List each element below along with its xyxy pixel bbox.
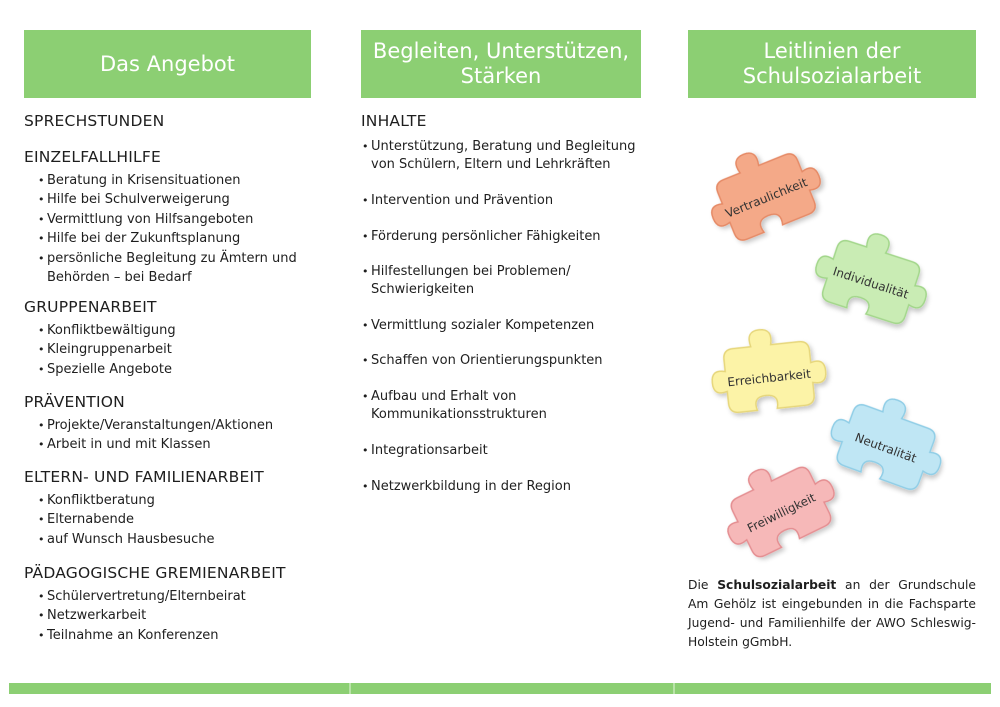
list-item: • Schaffen von Orientierungspunkten <box>361 352 641 370</box>
list-item: • Netzwerkbildung in der Region <box>361 478 641 496</box>
list-item: • Vermittlung sozialer Kompetenzen <box>361 317 641 335</box>
header-begleiten <box>361 30 641 98</box>
inhalte-item-wrap <box>361 352 641 370</box>
header-angebot-title: Das Angebot <box>100 51 235 76</box>
puzzle-piece <box>709 444 847 566</box>
puzzle-graphic <box>688 130 976 580</box>
bottom-bar <box>9 683 991 694</box>
puzzle-shape <box>821 382 955 496</box>
angebot-section <box>24 298 311 379</box>
column-leitlinien <box>688 30 976 649</box>
puzzle-pieces <box>688 130 976 580</box>
section-heading: EINZELFALLHILFE <box>24 148 161 166</box>
angebot-section <box>24 112 311 135</box>
section-heading: PRÄVENTION <box>24 393 125 411</box>
puzzle-label: Individualität <box>831 264 911 302</box>
list-item: • persönliche Begleitung zu Ämtern und Behörden – bei Bedarf <box>24 249 311 288</box>
inhalte-heading: INHALTE <box>361 112 427 130</box>
list-item: • Aufbau und Erhalt von Kommunikationsstrukturen <box>361 388 641 424</box>
inhalte-item-wrap <box>361 228 641 246</box>
list-item: • Vermittlung von Hilfsangeboten <box>24 210 311 229</box>
inhalte-item-wrap <box>361 263 641 299</box>
footer-note <box>688 576 976 652</box>
column-begleiten <box>361 30 641 494</box>
inhalte-item-wrap <box>361 138 641 174</box>
list-item: • Teilnahme an Konferenzen <box>24 626 311 645</box>
list-item: • Hilfestellungen bei Problemen/ Schwierigkeiten <box>361 263 641 299</box>
angebot-section <box>24 564 311 645</box>
puzzle-piece <box>807 219 940 330</box>
section-heading: GRUPPENARBEIT <box>24 298 157 316</box>
list-item: • Konfliktberatung <box>24 491 311 510</box>
puzzle-shape <box>695 131 831 248</box>
section-list <box>24 171 311 287</box>
angebot-section <box>24 393 311 455</box>
inhalte-item-wrap <box>361 192 641 210</box>
list-item: • Projekte/Veranstaltungen/Aktionen <box>24 416 311 435</box>
section-list <box>24 321 311 379</box>
section-heading: PÄDAGOGISCHE GREMIENARBEIT <box>24 564 286 582</box>
list-item: • Schülervertretung/Elternbeirat <box>24 587 311 606</box>
puzzle-label: Vertraulichkeit <box>723 175 810 221</box>
section-list <box>24 491 311 549</box>
list-item: • Kleingruppenarbeit <box>24 340 311 359</box>
list-item: • Beratung in Krisensituationen <box>24 171 311 190</box>
header-angebot <box>24 30 311 98</box>
section-heading: ELTERN- UND FAMILIENARBEIT <box>24 468 264 486</box>
section-heading: SPRECHSTUNDEN <box>24 112 165 130</box>
list-item: • Konfliktbewältigung <box>24 321 311 340</box>
puzzle-shape <box>707 323 829 414</box>
list-item: • Netzwerkarbeit <box>24 606 311 625</box>
list-item: • Elternabende <box>24 510 311 529</box>
section-list <box>24 587 311 645</box>
bottom-bar-divider <box>349 683 351 694</box>
puzzle-shape <box>807 219 940 330</box>
angebot-section <box>24 468 311 549</box>
list-item: • Hilfe bei Schulverweigerung <box>24 190 311 209</box>
header-begleiten-line1: Begleiten, Unterstützen, <box>372 39 630 63</box>
inhalte-item-wrap <box>361 388 641 424</box>
list-item: • Integrationsarbeit <box>361 442 641 460</box>
angebot-section <box>24 148 311 287</box>
header-leitlinien <box>688 30 976 98</box>
inhalte-item-wrap <box>361 317 641 335</box>
header-leitlinien-line2: Schulsozialarbeit <box>742 64 922 88</box>
section-list <box>24 416 311 455</box>
note-prefix: Die <box>688 578 709 592</box>
list-item: • Intervention und Prävention <box>361 192 641 210</box>
puzzle-piece <box>821 382 955 496</box>
list-item: • auf Wunsch Hausbesuche <box>24 530 311 549</box>
header-leitlinien-line1: Leitlinien der <box>763 39 901 63</box>
list-item: • Förderung persönlicher Fähigkeiten <box>361 228 641 246</box>
list-item: • Spezielle Angebote <box>24 360 311 379</box>
puzzle-piece <box>707 323 829 414</box>
puzzle-shape <box>709 444 847 566</box>
inhalte-item-wrap <box>361 478 641 496</box>
list-item: • Hilfe bei der Zukunftsplanung <box>24 229 311 248</box>
note-bold: Schulsozialarbeit <box>717 578 837 592</box>
puzzle-label: Neutralität <box>853 430 919 466</box>
header-begleiten-line2: Stärken <box>460 64 542 88</box>
puzzle-piece <box>695 131 831 248</box>
bottom-bar-divider <box>673 683 675 694</box>
note-rest: an der Grundschule Am Gehölz ist eingebunden in die Fachsparte Jugend- und Familienhilfe der AWO Schleswig-Holstein gGmbH. <box>688 578 976 649</box>
list-item: • Unterstützung, Beratung und Begleitung von Schülern, Eltern und Lehrkräften <box>361 138 641 174</box>
column-angebot <box>24 30 311 643</box>
list-item: • Arbeit in und mit Klassen <box>24 435 311 454</box>
puzzle-label: Freiwilligkeit <box>745 490 818 536</box>
inhalte-item-wrap <box>361 442 641 460</box>
puzzle-label: Erreichbarkeit <box>726 366 812 390</box>
